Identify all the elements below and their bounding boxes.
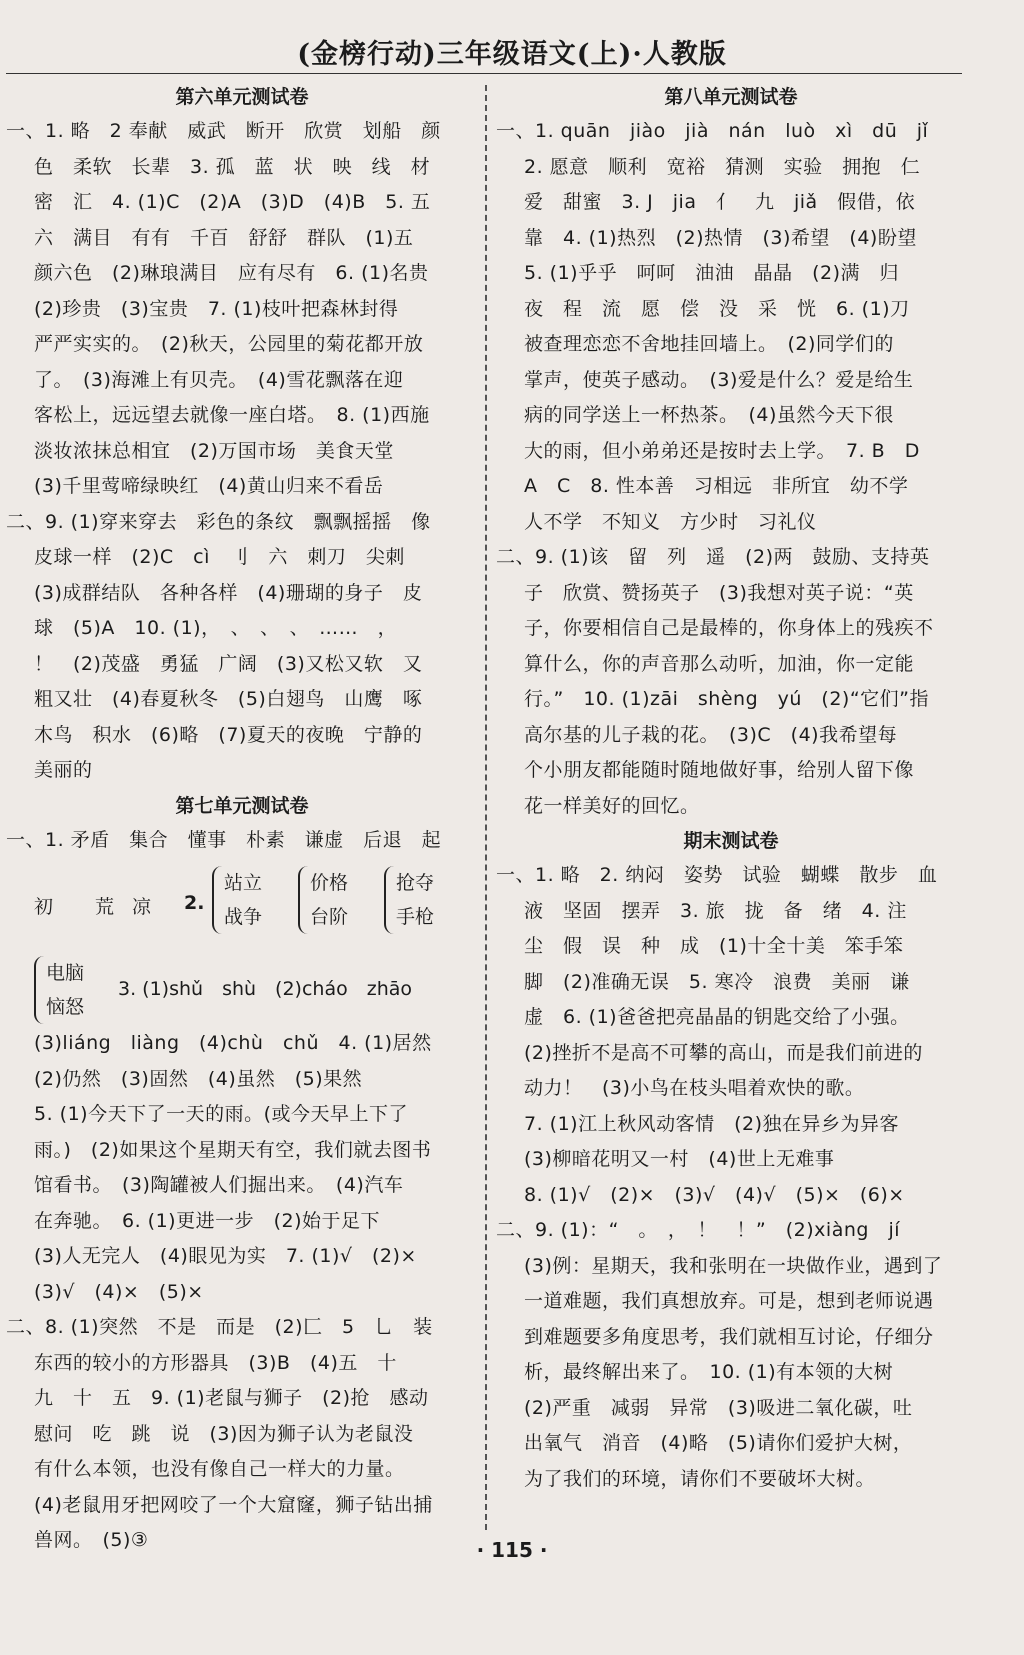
answer-line: 球 (5)A 10. (1)， 、 、 、 …… ， bbox=[34, 617, 398, 639]
answer-text: 3. (1)shǔ shù (2)cháo zhāo bbox=[118, 978, 412, 1000]
answer-line: 二、9. (1)穿来穿去 彩色的条纹 飘飘摇摇 像 bbox=[6, 510, 431, 533]
word: 战争 bbox=[224, 906, 263, 928]
answer-line: 有什么本领，也没有像自己一样大的力量。 bbox=[34, 1458, 405, 1480]
answer-line: 色 柔软 长辈 3. 孤 蓝 状 映 线 材 bbox=[34, 155, 431, 178]
unit6-answers bbox=[6, 114, 478, 789]
answer-line: 子，你要相信自己是最棒的，你身体上的残疾不 bbox=[524, 617, 934, 639]
answer-line: 人不学 不知义 方少时 习礼仪 bbox=[524, 510, 817, 533]
word-pair bbox=[34, 956, 84, 1024]
word: 站立 bbox=[224, 872, 263, 894]
answer-line: 个小朋友都能随时随地做好事，给别人留下像 bbox=[524, 759, 915, 781]
answer-line: (2)挫折不是高不可攀的高山，而是我们前进的 bbox=[524, 1041, 923, 1064]
answer-line: 动力！ (3)小鸟在枝头唱着欢快的歌。 bbox=[524, 1077, 865, 1099]
answer-line: (3)千里莺啼绿映红 (4)黄山归来不看岳 bbox=[34, 475, 384, 497]
answer-line: (3)人无完人 (4)眼见为实 7. (1)√ (2)× bbox=[34, 1245, 417, 1267]
answer-line: (3)liáng liàng (4)chù chǔ 4. (1)居然 bbox=[34, 1032, 432, 1054]
answer-line: 粗又壮 (4)春夏秋冬 (5)白翅鸟 山鹰 啄 bbox=[34, 688, 423, 710]
answer-line: 二、9. (1)该 留 列 遥 (2)两 鼓励、支持英 bbox=[496, 546, 930, 568]
answer-line: 兽网。 (5)③ bbox=[34, 1529, 149, 1551]
answer-line: (4)老鼠用牙把网咬了一个大窟窿，狮子钻出捕 bbox=[34, 1493, 433, 1516]
answer-line: A C 8. 性本善 习相远 非所宜 幼不学 bbox=[524, 475, 909, 497]
answer-line: 7. (1)江上秋风动客情 (2)独在异乡为异客 bbox=[524, 1112, 899, 1135]
right-column bbox=[496, 80, 966, 1535]
answer-line: 液 坚固 摆弄 3. 旅 拢 备 绪 4. 注 bbox=[524, 899, 907, 922]
answer-line: 5. (1)乎乎 呵呵 油油 晶晶 (2)满 归 bbox=[524, 262, 899, 284]
answer-line: ！ (2)茂盛 勇猛 广阔 (3)又松又软 又 bbox=[34, 652, 423, 675]
answer-line: 析，最终解出来了。 10. (1)有本领的大树 bbox=[524, 1361, 894, 1383]
page-header bbox=[0, 0, 1024, 70]
answer-line: 8. (1)√ (2)× (3)√ (4)√ (5)× (6)× bbox=[524, 1183, 905, 1206]
header-rule bbox=[6, 73, 962, 74]
answer-line: 二、8. (1)突然 不是 而是 (2)匚 5 乚 装 bbox=[6, 1316, 433, 1338]
answer-line: 美丽的 bbox=[34, 759, 93, 781]
answer-line: 掌声，使英子感动。 (3)爱是什么？爱是给生 bbox=[524, 368, 914, 391]
column-divider bbox=[485, 85, 487, 1530]
word: 抢夺 bbox=[396, 872, 435, 894]
final-answers bbox=[496, 858, 966, 1497]
word-pair bbox=[212, 866, 262, 934]
answer-line: 虚 6. (1)爸爸把亮晶晶的钥匙交给了小强。 bbox=[524, 1006, 910, 1028]
answer-line: 皮球一样 (2)C cì 刂 六 刺刀 尖刺 bbox=[34, 546, 405, 568]
bracket-group-row bbox=[6, 956, 478, 1026]
word: 手枪 bbox=[396, 906, 435, 928]
answer-line: 慰问 吃 跳 说 (3)因为狮子认为老鼠没 bbox=[34, 1422, 414, 1445]
answer-line: 花一样美好的回忆。 bbox=[524, 794, 700, 817]
section-title-unit6: 第六单元测试卷 bbox=[175, 86, 309, 108]
word-pair bbox=[384, 866, 434, 934]
answer-line: (3)成群结队 各种各样 (4)珊瑚的身子 皮 bbox=[34, 581, 423, 604]
answer-line: 馆看书。 (3)陶罐被人们掘出来。 (4)汽车 bbox=[34, 1174, 404, 1196]
answer-line: 一、1. 矛盾 集合 懂事 朴素 谦虚 后退 起 bbox=[6, 828, 442, 851]
answer-line: 一、1. 略 2. 纳闷 姿势 试验 蝴蝶 散步 血 bbox=[496, 864, 938, 886]
unit7-answers bbox=[6, 823, 478, 1559]
answer-line: (2)仍然 (3)固然 (4)虽然 (5)果然 bbox=[34, 1067, 363, 1090]
answer-line: 颜六色 (2)琳琅满目 应有尽有 6. (1)名贵 bbox=[34, 262, 429, 284]
unit8-answers bbox=[496, 114, 966, 824]
answer-line: (2)珍贵 (3)宝贵 7. (1)枝叶把森林封得 bbox=[34, 297, 399, 320]
answer-line: (3)例：星期天，我和张明在一块做作业，遇到了 bbox=[524, 1254, 943, 1277]
word: 台阶 bbox=[310, 906, 349, 928]
answer-line: 病的同学送上一杯热茶。 (4)虽然今天下很 bbox=[524, 404, 894, 426]
answer-line: 密 汇 4. (1)C (2)A (3)D (4)B 5. 五 bbox=[34, 191, 431, 213]
header-title: (金榜行动)三年级语文(上)·人教版 bbox=[297, 39, 727, 70]
answer-line: 大的雨，但小弟弟还是按时去上学。 7. B D bbox=[524, 439, 920, 462]
section-title-unit7: 第七单元测试卷 bbox=[175, 794, 309, 817]
section-title-final: 期末测试卷 bbox=[683, 830, 779, 852]
section-title-unit8: 第八单元测试卷 bbox=[664, 86, 798, 108]
answer-line: 2. 愿意 顺利 宽裕 猜测 实验 拥抱 仁 bbox=[524, 155, 921, 178]
answer-line: 一、1. 略 2 奉献 威武 断开 欣赏 划船 颜 bbox=[6, 120, 441, 142]
answer-line: 子 欣赏、赞扬英子 (3)我想对英子说：“英 bbox=[524, 581, 914, 604]
answer-line: 木鸟 积水 (6)略 (7)夏天的夜晚 宁静的 bbox=[34, 723, 423, 746]
answer-line: 行。” 10. (1)zāi shèng yú (2)“它们”指 bbox=[524, 688, 930, 710]
answer-line: 为了我们的环境，请你们不要破坏大树。 bbox=[524, 1467, 876, 1490]
word-pair bbox=[298, 866, 348, 934]
word: 电脑 bbox=[46, 962, 85, 984]
answer-line: 一道难题，我们真想放弃。可是，想到老师说遇 bbox=[524, 1290, 934, 1312]
word: 价格 bbox=[310, 872, 349, 894]
word: 恼怒 bbox=[46, 996, 85, 1018]
left-column bbox=[6, 80, 478, 1551]
answer-line: 雨。) (2)如果这个星期天有空，我们就去图书 bbox=[34, 1138, 432, 1161]
answer-line: 二、9. (1)：“ 。 ， ！ ！” (2)xiàng jí bbox=[496, 1219, 901, 1241]
answer-line: 算什么，你的声音那么动听，加油，你一定能 bbox=[524, 652, 915, 675]
answer-line: 出氧气 消音 (4)略 (5)请你们爱护大树， bbox=[524, 1432, 913, 1454]
answer-line: 5. (1)今天下了一天的雨。(或今天早上下了 bbox=[34, 1103, 408, 1125]
page-number: · 115 · bbox=[476, 1538, 548, 1562]
answer-line: 九 十 五 9. (1)老鼠与狮子 (2)抢 感动 bbox=[34, 1387, 429, 1409]
answer-line: 到难题要多角度思考，我们就相互讨论，仔细分 bbox=[524, 1325, 934, 1348]
answer-line: 在奔驰。 6. (1)更进一步 (2)始于足下 bbox=[34, 1209, 380, 1232]
answer-line: 靠 4. (1)热烈 (2)热情 (3)希望 (4)盼望 bbox=[524, 226, 917, 249]
answer-line: 尘 假 误 种 成 (1)十全十美 笨手笨 bbox=[524, 935, 904, 957]
answer-line: (3)柳暗花明又一村 (4)世上无难事 bbox=[524, 1148, 835, 1170]
answer-line: 脚 (2)准确无误 5. 寒冷 浪费 美丽 谦 bbox=[524, 970, 910, 993]
answer-line: 客松上，远远望去就像一座白塔。 8. (1)西施 bbox=[34, 404, 430, 426]
answer-line: (2)严重 减弱 异常 (3)吸进二氧化碳，吐 bbox=[524, 1396, 913, 1419]
answer-line: 一、1. quān jiào jià nán luò xì dū jǐ bbox=[496, 120, 929, 142]
bracket-group-row bbox=[6, 858, 478, 956]
answer-line: 了。 (3)海滩上有贝壳。 (4)雪花飘落在迎 bbox=[34, 368, 404, 391]
answer-line: 严严实实的。 (2)秋天，公园里的菊花都开放 bbox=[34, 333, 424, 355]
answer-line: 淡妆浓抹总相宜 (2)万国市场 美食天堂 bbox=[34, 439, 394, 462]
answer-line: 高尔基的儿子栽的花。 (3)C (4)我希望每 bbox=[524, 723, 898, 746]
answer-line: 夜 程 流 愿 偿 没 采 恍 6. (1)刀 bbox=[524, 297, 910, 320]
answer-line: 六 满目 有有 千百 舒舒 群队 (1)五 bbox=[34, 226, 414, 249]
bracket-lead-text: 初 荒凉 bbox=[34, 896, 170, 918]
answer-line: 东西的较小的方形器具 (3)B (4)五 十 bbox=[34, 1351, 397, 1374]
answer-line: 爱 甜蜜 3. J jia 亻 九 jiǎ 假借，依 bbox=[524, 191, 916, 213]
question-number: 2. bbox=[184, 892, 205, 914]
answer-line: 被查理恋恋不舍地挂回墙上。 (2)同学们的 bbox=[524, 333, 894, 355]
answer-line: (3)√ (4)× (5)× bbox=[34, 1280, 204, 1303]
